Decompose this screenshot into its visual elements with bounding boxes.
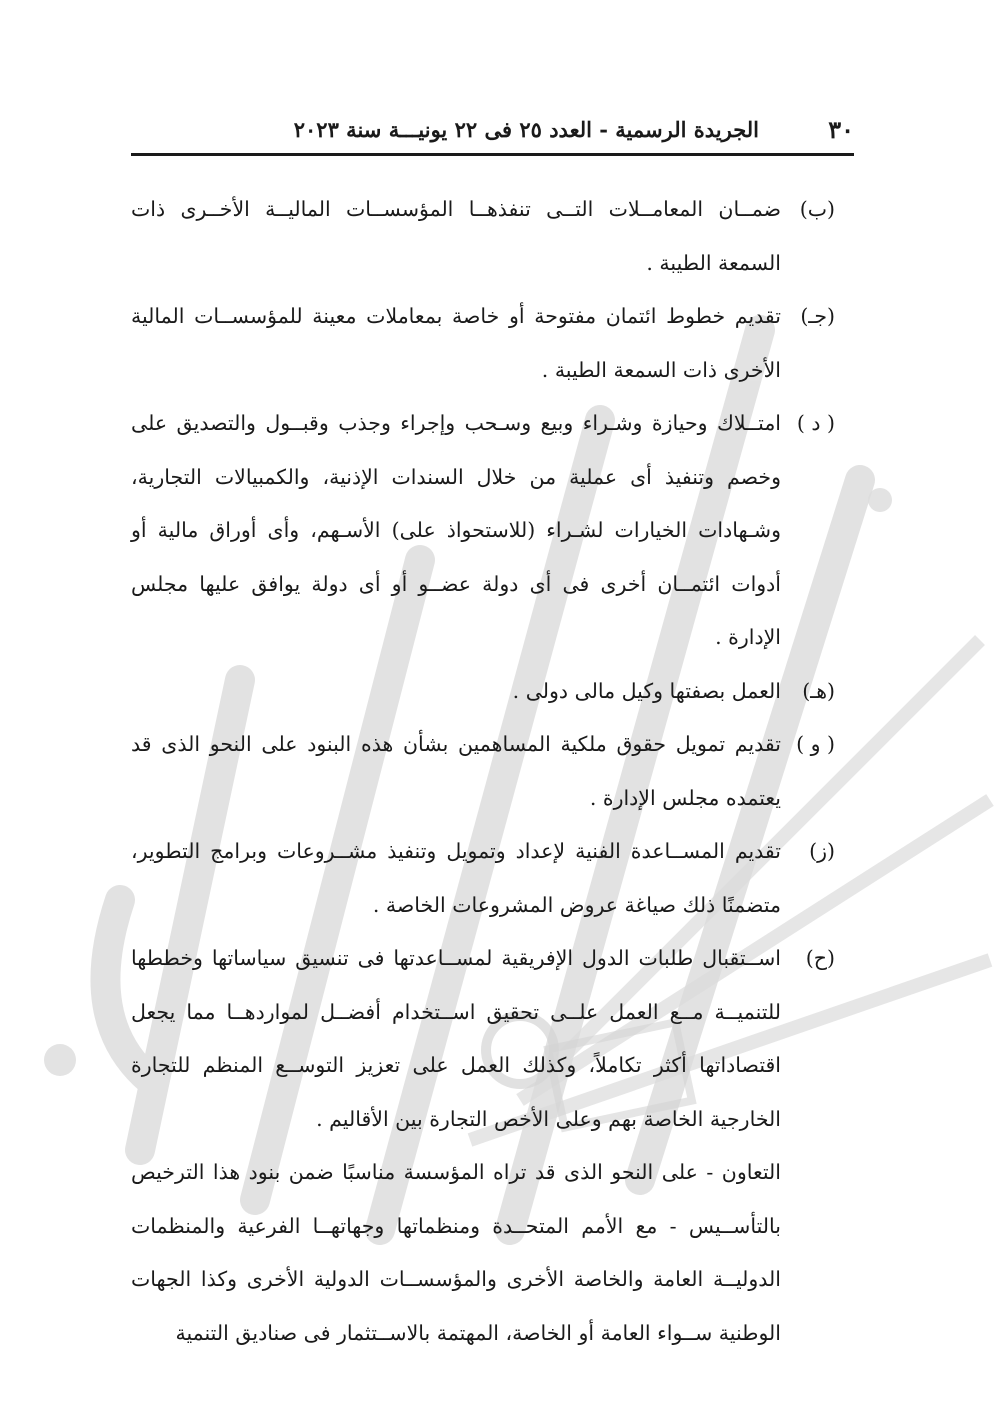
item-label: ( و ): [796, 732, 835, 756]
item-text: ضمــان المعامــلات التــى تنفذهــا المؤسســات الماليــة الأخــرى ذات السمعة الطيبة .: [131, 197, 781, 275]
item-label: (ز): [809, 839, 835, 863]
document-body: [131, 183, 835, 1360]
item-label: (جـ): [800, 304, 835, 328]
list-item: [131, 665, 835, 719]
page-header: [131, 115, 854, 155]
item-text: امتــلاك وحيازة وشـراء وبيع وسـحب وإجراء وجذب وقبــول والتصديق على وخصم وتنفيذ أى عملية من خلال السندات الإذنية، والكمبيالات التجارية، وشـهادات الخيارات لشـراء (للاستحواذ على) الأسـهم، وأى أوراق مالية أو أدوات ائتمــان أخرى فى أى دولة عضــو أو أى دولة يوافق عليها مجلس الإدارة .: [131, 411, 781, 649]
list-item: [131, 397, 835, 665]
list-item: [131, 290, 835, 397]
item-label: ( د ): [796, 411, 835, 435]
list-item: [131, 932, 835, 1146]
item-label: (هـ): [802, 678, 835, 703]
gazette-header-title: الجريدة الرسمية - العدد ٢٥ فى ٢٢ يونيـــة سنة ٢٠٢٣: [293, 117, 759, 142]
page-number: ٣٠: [828, 115, 854, 144]
header-divider: [131, 153, 854, 156]
item-text: تقديم المســاعدة الفنية لإعداد وتمويل وتنفيذ مشــروعات وبرامج التطوير، متضمنًا ذلك صياغة عروض المشروعات الخاصة .: [131, 839, 781, 917]
list-item: [131, 825, 835, 932]
item-label: (ب): [799, 197, 835, 221]
item-text: اســتقبال طلبات الدول الإفريقية لمســاعدتها فى تنسيق سياساتها وخططها للتنميــة مــع العمل علــى تحقيق اســتخدام أفضــل لمواردهــا مما يجعل اقتصاداتها أكثر تكاملاً، وكذلك العمل على تعزيز التوســع المنظم للتجارة الخارجية الخاصة بهم وعلى الأخص التجارة بين الأقاليم .: [131, 946, 781, 1131]
item-text: العمل بصفتها وكيل مالى دولى .: [512, 678, 781, 703]
list-item: [131, 183, 835, 290]
item-text: تقديم تمويل حقوق ملكية المساهمين بشأن هذه البنود على النحو الذى قد يعتمده مجلس الإدارة .: [131, 732, 781, 810]
list-item: [131, 718, 835, 825]
item-label: (ح): [805, 946, 835, 970]
closing-paragraph: التعاون - على النحو الذى قد تراه المؤسسة مناسبًا ضمن بنود هذا الترخيص بالتأســيس - مع الأمم المتحــدة ومنظماتها وجهاتهــا الفرعية والمنظمات الدوليــة العامة والخاصة الأخرى والمؤسســات الدولية الأخرى وكذا الجهات الوطنية ســواء العامة أو الخاصة، المهتمة بالاســتثمار فى صناديق التنمية: [131, 1160, 781, 1345]
item-text: تقديم خطوط ائتمان مفتوحة أو خاصة بمعاملات معينة للمؤسســات المالية الأخرى ذات السمعة الطيبة .: [131, 304, 781, 382]
